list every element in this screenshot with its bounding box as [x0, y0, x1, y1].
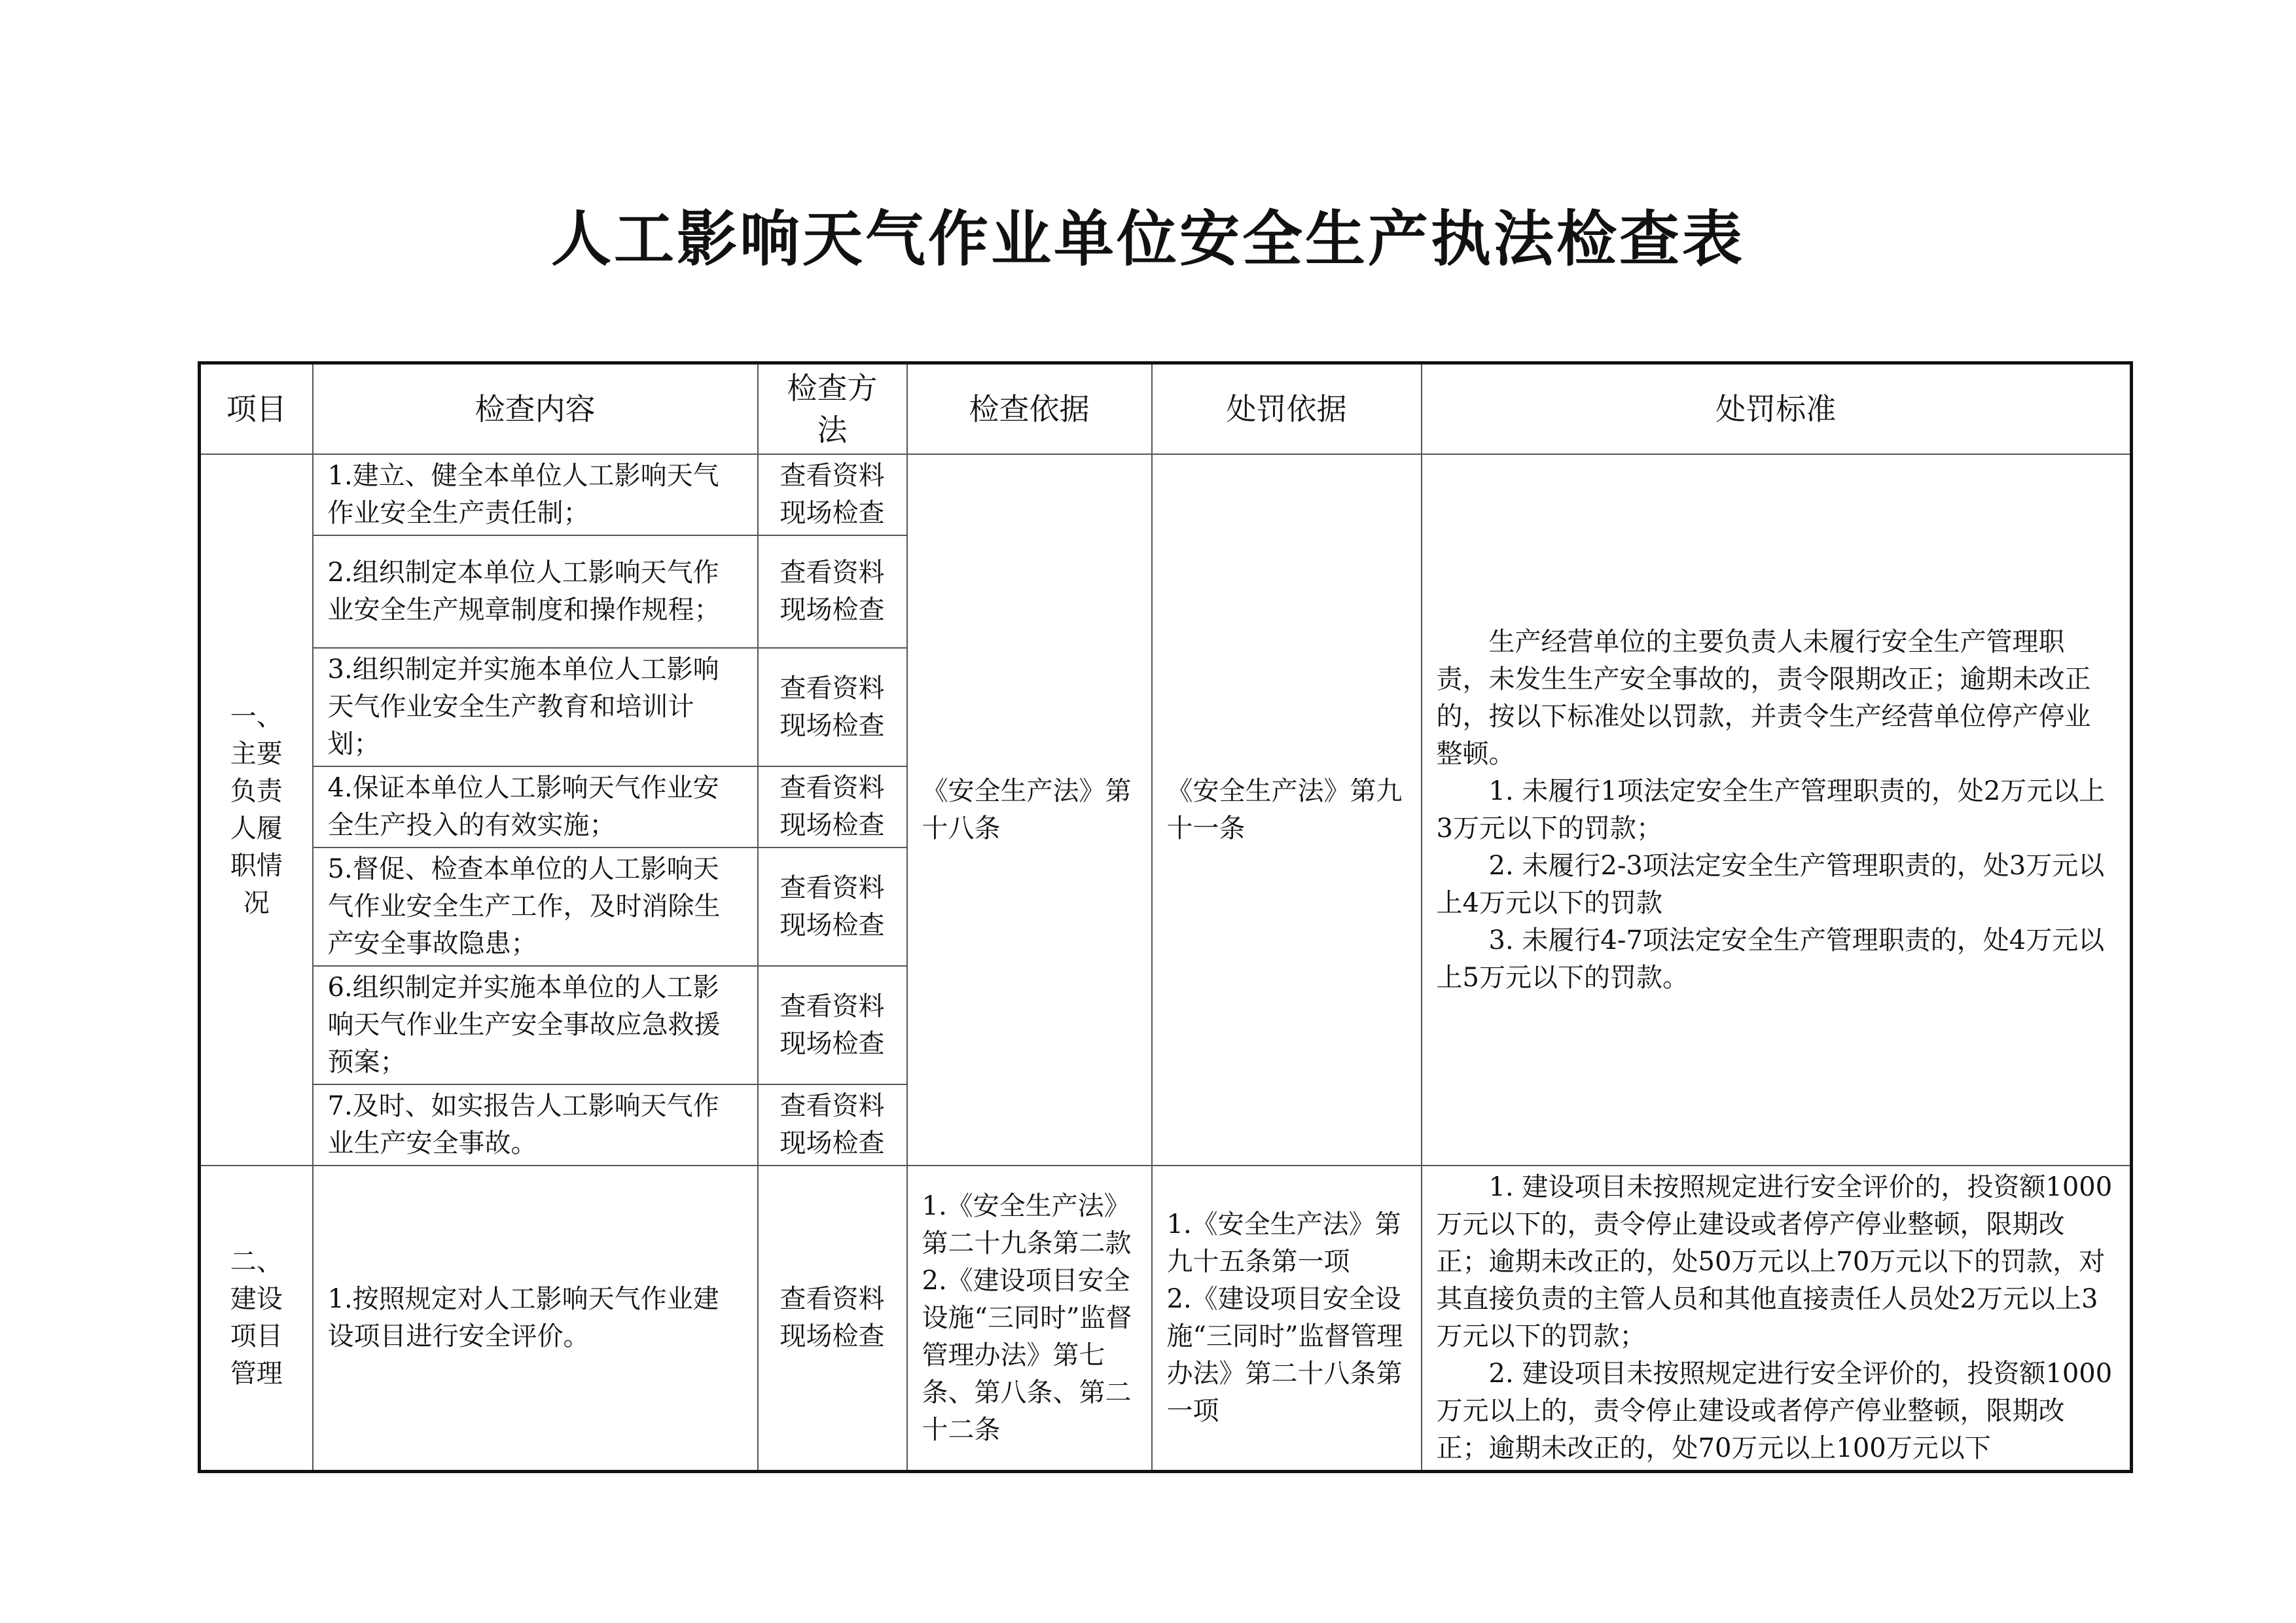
section2-content: 1.按照规定对人工影响天气作业建设项目进行安全评价。 [313, 1166, 758, 1472]
header-basis: 检查依据 [907, 363, 1152, 455]
section2-penalty-standard [1422, 1166, 2132, 1472]
header-method: 检查方法 [758, 363, 907, 455]
table-row [200, 1166, 2132, 1472]
section1-content-2: 2.组织制定本单位人工影响天气作业安全生产规章制度和操作规程； [313, 535, 758, 648]
section1-standard-intro: 生产经营单位的主要负责人未履行安全生产管理职责，未发生生产安全事故的，责令限期改正；逾期未改正的，按以下标准处以罚款，并责令生产经营单位停产停业整顿。 [1436, 626, 2091, 769]
section1-method-1: 查看资料现场检查 [758, 454, 907, 535]
table-row [200, 454, 2132, 535]
section2-basis-1: 1.《安全生产法》第二十九条第二款 [922, 1190, 1132, 1258]
section1-basis: 《安全生产法》第十八条 [907, 454, 1152, 1166]
section1-content-5: 5.督促、检查本单位的人工影响天气作业安全生产工作，及时消除生产安全事故隐患； [313, 847, 758, 966]
page-title: 人工影响天气作业单位安全生产执法检查表 [550, 204, 1745, 274]
header-content: 检查内容 [313, 363, 758, 455]
section1-method-3: 查看资料现场检查 [758, 648, 907, 766]
section2-penalty-basis-2: 2.《建设项目安全设施“三同时”监督管理办法》第二十八条第一项 [1166, 1284, 1403, 1426]
section1-content-4: 4.保证本单位人工影响天气作业安全生产投入的有效实施； [313, 766, 758, 847]
section1-method-2: 查看资料现场检查 [758, 535, 907, 648]
section1-standard-item-3: 3. 未履行4-7项法定安全生产管理职责的，处4万元以上5万元以下的罚款。 [1436, 925, 2105, 993]
section1-content-1: 1.建立、健全本单位人工影响天气作业安全生产责任制； [313, 454, 758, 535]
section2-item-text: 二、建设项目管理 [230, 1247, 283, 1389]
section2-basis-2: 2.《建设项目安全设施“三同时”监督管理办法》第七条、第八条、第二十二条 [922, 1265, 1132, 1445]
section1-content-6: 6.组织制定并实施本单位的人工影响天气作业生产安全事故应急救援预案； [313, 966, 758, 1084]
section1-method-4: 查看资料现场检查 [758, 766, 907, 847]
header-item: 项目 [200, 363, 313, 455]
section1-method-6: 查看资料现场检查 [758, 966, 907, 1084]
section2-penalty-basis-1: 1.《安全生产法》第九十五条第一项 [1166, 1209, 1401, 1277]
inspection-table [198, 361, 2133, 1473]
section1-standard-item-2: 2. 未履行2-3项法定安全生产管理职责的，处3万元以上4万元以下的罚款 [1436, 850, 2105, 918]
section2-method: 查看资料现场检查 [758, 1166, 907, 1472]
section1-method-7: 查看资料现场检查 [758, 1084, 907, 1166]
header-penalty-basis: 处罚依据 [1152, 363, 1422, 455]
section1-item [200, 454, 313, 1166]
section2-penalty-basis [1152, 1166, 1422, 1472]
header-row [200, 363, 2132, 455]
section2-item [200, 1166, 313, 1472]
section1-penalty-basis: 《安全生产法》第九十一条 [1152, 454, 1422, 1166]
section1-penalty-standard [1422, 454, 2132, 1166]
section2-standard-item-1: 1. 建设项目未按照规定进行安全评价的，投资额1000万元以下的，责令停止建设或者停产停业整顿，限期改正；逾期未改正的，处50万元以上70万元以下的罚款，对其直接负责的主管人员和其他直接责任人员处2万元以上3万元以下的罚款； [1436, 1172, 2113, 1351]
section1-item-text: 一、主要负责人履职情况 [230, 701, 283, 918]
section1-method-5: 查看资料现场检查 [758, 847, 907, 966]
section1-content-3: 3.组织制定并实施本单位人工影响天气作业安全生产教育和培训计划； [313, 648, 758, 766]
section2-basis [907, 1166, 1152, 1472]
section2-standard-item-2: 2. 建设项目未按照规定进行安全评价的，投资额1000万元以上的，责令停止建设或者停产停业整顿，限期改正；逾期未改正的，处70万元以上100万元以下 [1436, 1359, 2113, 1463]
section1-standard-item-1: 1. 未履行1项法定安全生产管理职责的，处2万元以上3万元以下的罚款； [1436, 776, 2106, 844]
header-penalty-standard: 处罚标准 [1422, 363, 2132, 455]
section1-content-7: 7.及时、如实报告人工影响天气作业生产安全事故。 [313, 1084, 758, 1166]
